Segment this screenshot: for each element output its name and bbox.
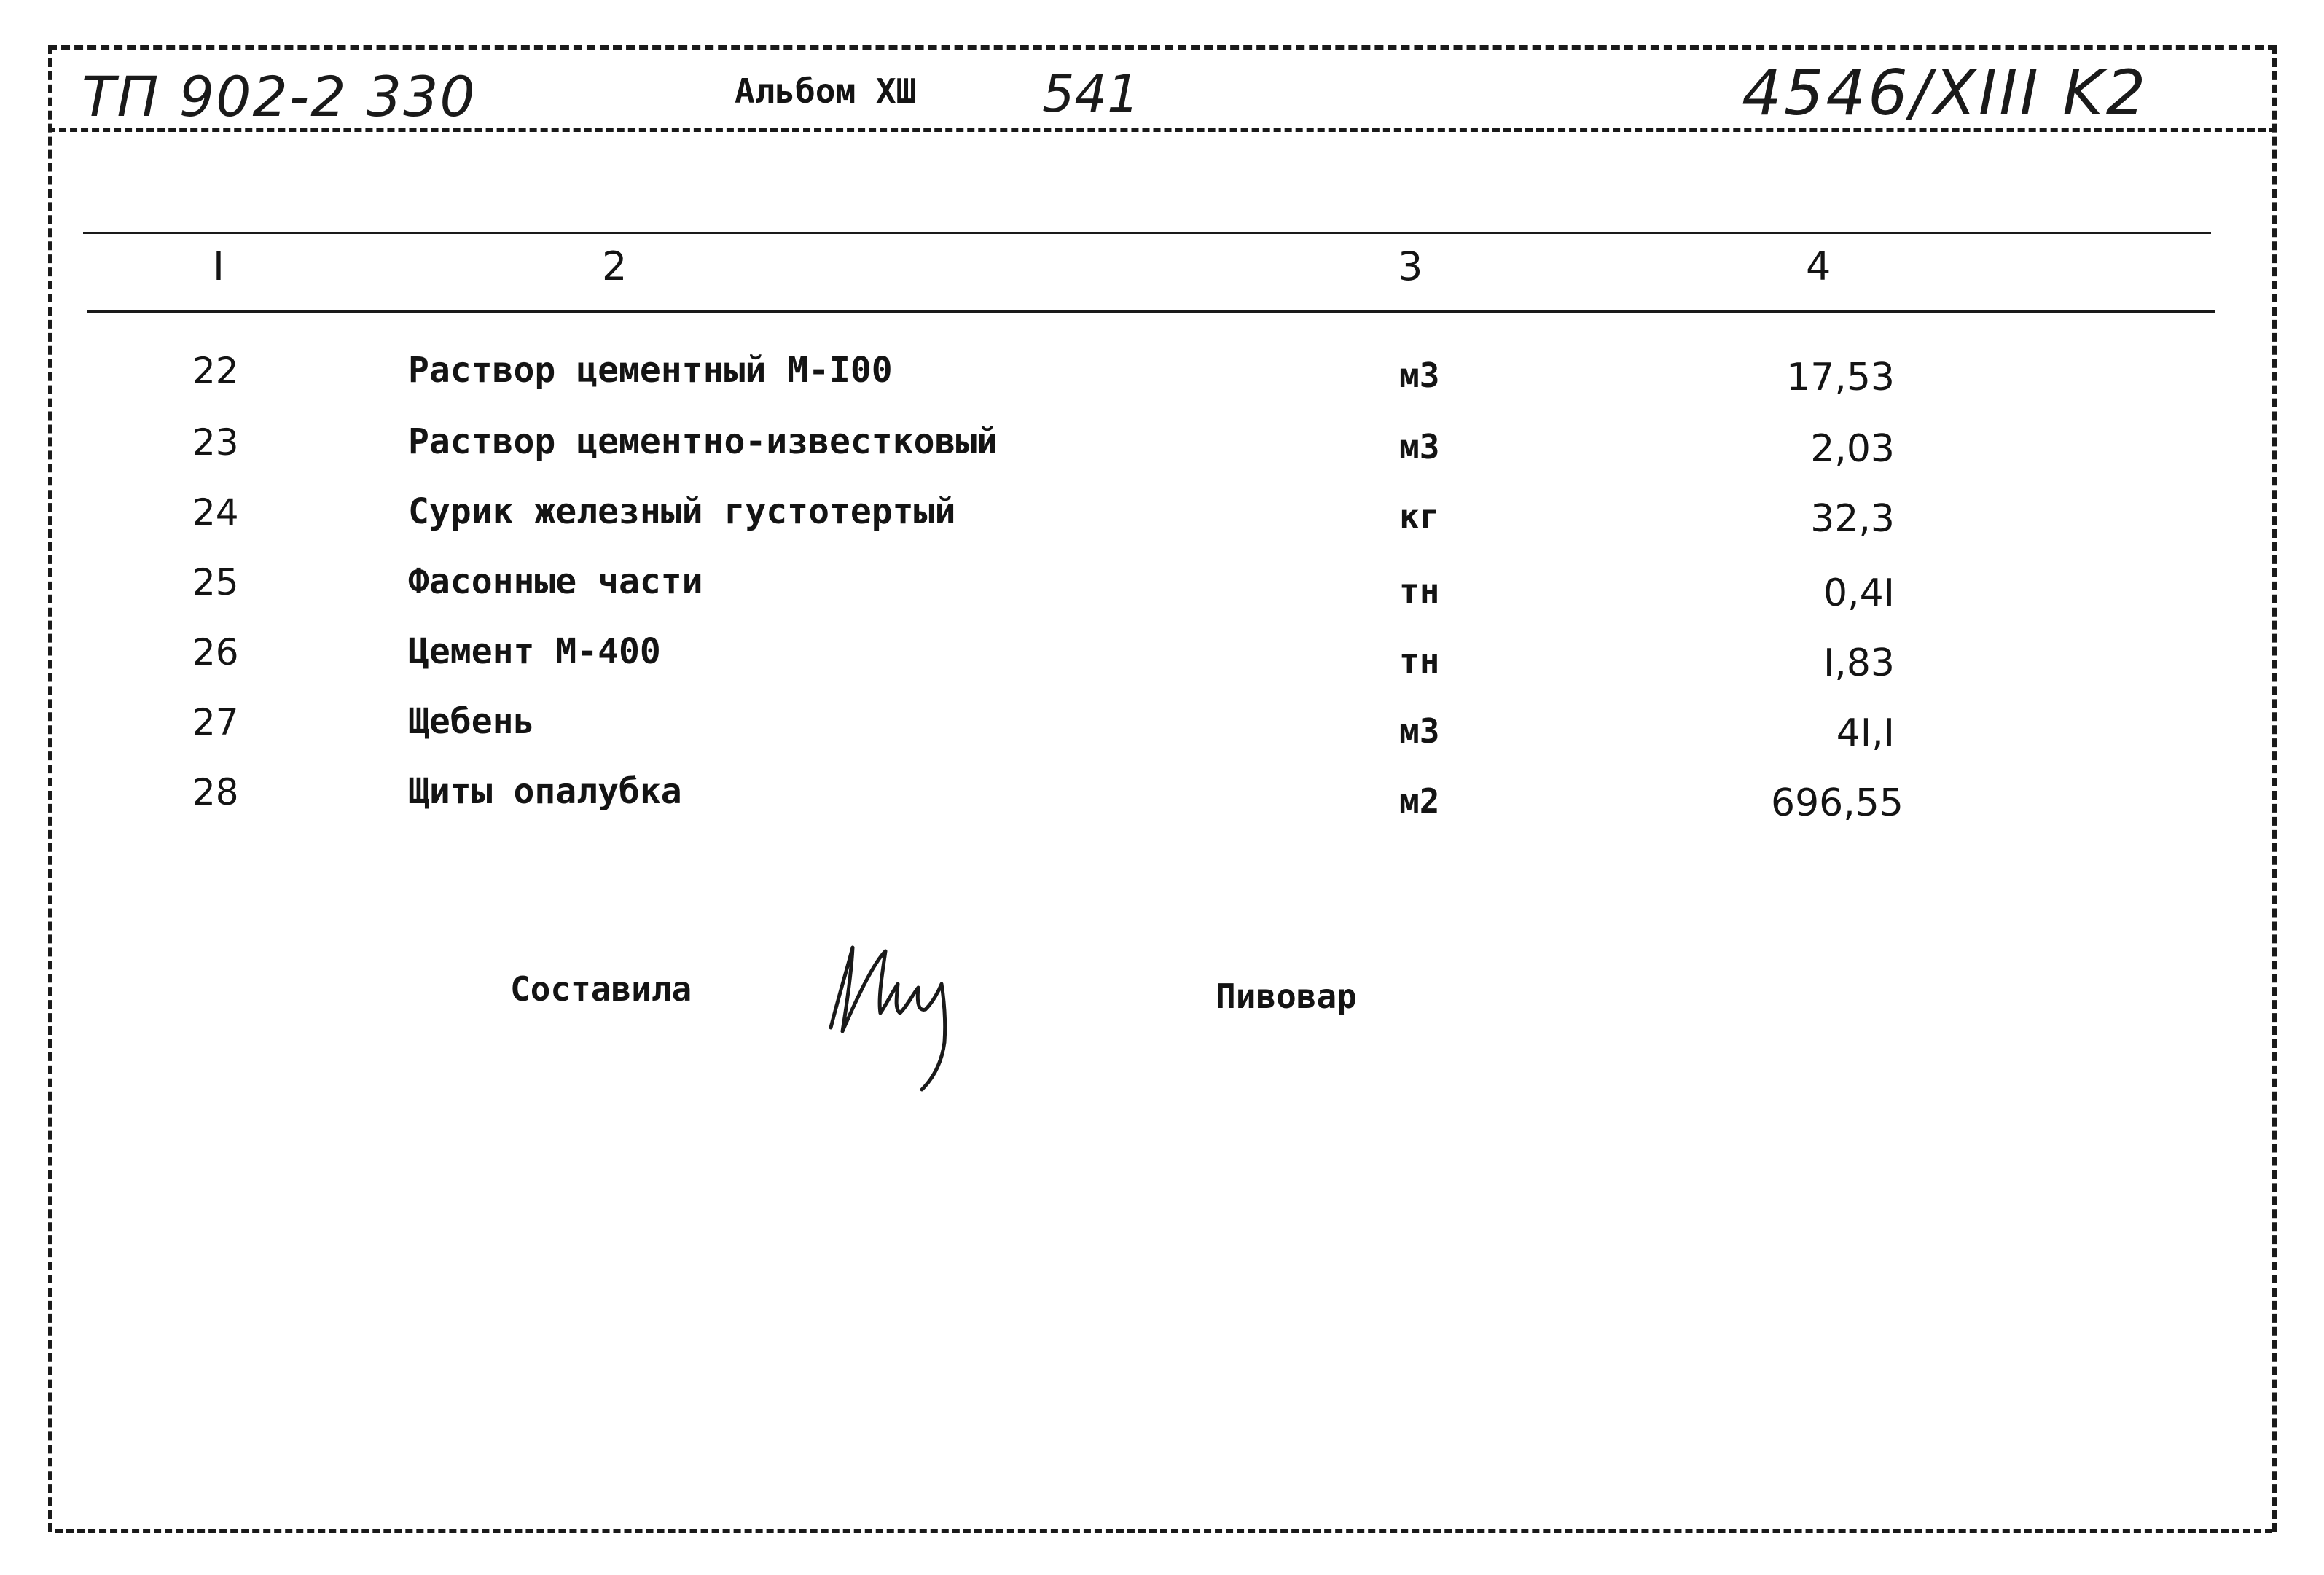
quantity: 2,03	[1810, 427, 1895, 471]
material-name: Цемент М-400	[408, 631, 661, 672]
table-row	[0, 561, 2324, 620]
quantity: 0,4I	[1823, 571, 1895, 615]
quantity: 32,3	[1810, 497, 1895, 541]
inventory-number: 4546/XIII K2	[1742, 57, 2148, 130]
material-name: Сурик железный густотертый	[408, 491, 956, 532]
quantity: 4I,I	[1836, 711, 1895, 755]
row-number: 24	[192, 491, 239, 534]
quantity: I,83	[1823, 641, 1895, 685]
material-name: Щиты опалубка	[408, 771, 682, 812]
album-sheet-number: 541	[1042, 64, 1140, 124]
table-top-rule	[83, 232, 2211, 234]
unit: кг	[1399, 497, 1440, 536]
unit: тн	[1399, 641, 1440, 681]
column-number-1: I	[213, 243, 224, 289]
table-row	[0, 491, 2324, 550]
row-number: 28	[192, 771, 239, 813]
table-row	[0, 350, 2324, 408]
table-row	[0, 771, 2324, 829]
table-row	[0, 421, 2324, 480]
table-row	[0, 701, 2324, 759]
signature-label: Составила	[510, 969, 692, 1009]
table-header-rule	[87, 310, 2215, 313]
unit: м3	[1399, 711, 1440, 751]
frame-bottom-border	[55, 1529, 2272, 1533]
frame-top-border	[48, 45, 2277, 50]
album-label: Альбом ХШ	[735, 71, 917, 111]
material-name: Раствор цементный М-I00	[408, 350, 893, 391]
signatory-name: Пивовар	[1216, 977, 1357, 1016]
row-number: 23	[192, 421, 239, 464]
handwritten-signature	[816, 933, 991, 1093]
quantity: 696,55	[1771, 781, 1904, 825]
material-name: Щебень	[408, 701, 535, 742]
row-number: 27	[192, 701, 239, 743]
doc-code: ТП 902-2 330	[82, 64, 477, 129]
unit: м3	[1399, 356, 1440, 395]
column-number-2: 2	[602, 243, 627, 289]
unit: тн	[1399, 571, 1440, 611]
unit: м3	[1399, 427, 1440, 466]
row-number: 22	[192, 350, 239, 392]
row-number: 26	[192, 631, 239, 673]
material-name: Раствор цементно-известковый	[408, 421, 998, 462]
row-number: 25	[192, 561, 239, 603]
material-name: Фасонные части	[408, 561, 703, 602]
table-row	[0, 631, 2324, 689]
quantity: 17,53	[1786, 356, 1895, 399]
column-number-3: 3	[1398, 243, 1423, 289]
column-number-4: 4	[1806, 243, 1831, 289]
unit: м2	[1399, 781, 1440, 821]
